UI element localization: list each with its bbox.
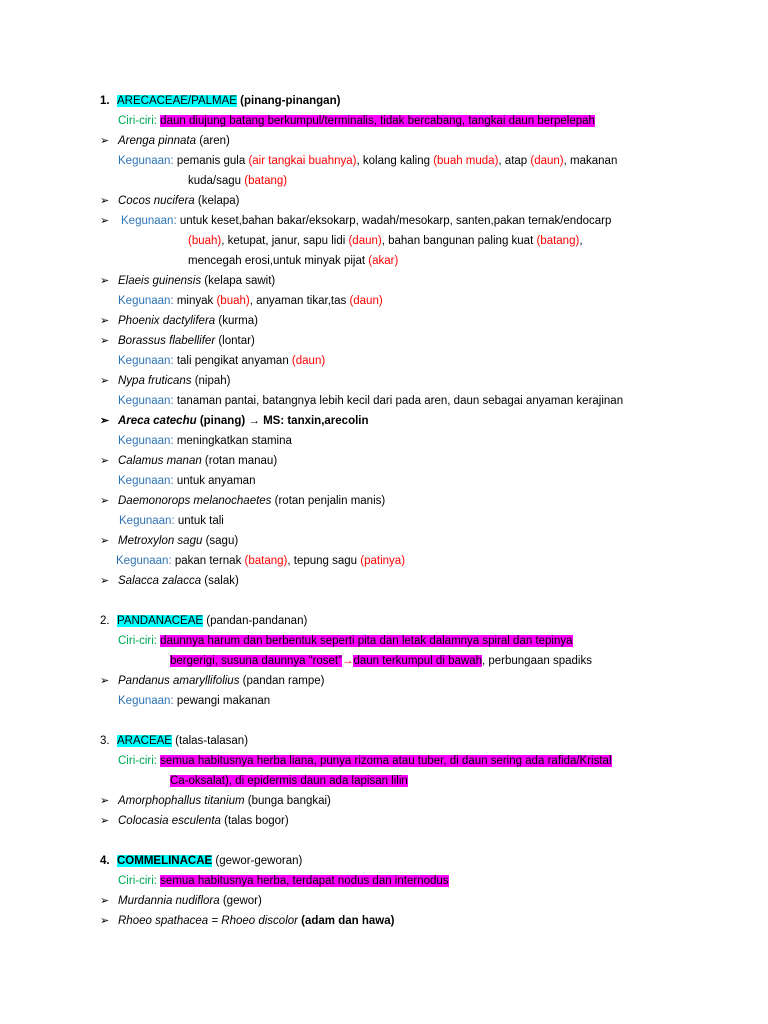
arrow-bullet-icon: ➢ xyxy=(100,215,110,227)
part-label: (daun) xyxy=(530,155,564,167)
kegunaan-text: , anyaman tikar,tas xyxy=(249,295,350,307)
family-name: COMMELINACAE xyxy=(117,855,213,867)
kegunaan-line xyxy=(118,693,270,709)
part-label: (air tangkai buahnya) xyxy=(248,155,357,167)
kegunaan-label: Kegunaan: xyxy=(118,295,174,307)
species-common: (nipah) xyxy=(191,375,231,387)
arrow-bullet-icon: ➢ xyxy=(100,335,110,347)
family-name: ARACEAE xyxy=(117,735,172,747)
species-common: (pandan rampe) xyxy=(239,675,325,687)
ciri-text: daun diujung batang berkumpul/terminalis, tidak bercabang, tangkai daun berpelepah xyxy=(160,115,595,127)
kegunaan-line xyxy=(116,553,405,569)
kegunaan-text: , bahan bangunan paling kuat xyxy=(381,235,537,247)
kegunaan-text: untuk tali xyxy=(174,515,224,527)
species-name: Areca catechu xyxy=(118,415,197,427)
section-2-characteristics xyxy=(118,633,573,649)
kegunaan-text: untuk keset,bahan bakar/eksokarp, wadah/mesokarp, santen,pakan ternak/endocarp xyxy=(176,215,612,227)
part-label: (batang) xyxy=(244,555,288,567)
part-label: (batang) xyxy=(244,175,288,187)
species-common: (kelapa) xyxy=(194,195,240,207)
kegunaan-text: kuda/sagu xyxy=(188,175,245,187)
kegunaan-text: pemanis gula xyxy=(173,155,249,167)
ciri-continuation xyxy=(170,773,408,789)
species-common: (adam dan hawa) xyxy=(297,915,395,927)
kegunaan-text: minyak xyxy=(173,295,217,307)
section-number: 1. xyxy=(100,95,110,107)
kegunaan-text: tali pengikat anyaman xyxy=(173,355,292,367)
kegunaan-label: Kegunaan: xyxy=(121,215,177,227)
ciri-text: semua habitusnya herba liana, punya rizoma atau tuber, di daun sering ada rafida/Kristal xyxy=(160,755,612,767)
arrow-bullet-icon: ➢ xyxy=(100,575,110,587)
arrow-bullet-icon: ➢ xyxy=(100,455,110,467)
part-label: (daun) xyxy=(348,235,382,247)
species-name: Phoenix dactylifera xyxy=(118,315,216,327)
species-name: Borassus flabellifer xyxy=(118,335,216,347)
part-label: (buah) xyxy=(188,235,222,247)
kegunaan-label: Kegunaan: xyxy=(118,155,174,167)
arrow-bullet-icon: ➢ xyxy=(100,675,110,687)
species-name: Daemonorops melanochaetes xyxy=(118,495,272,507)
species-name: Cocos nucifera xyxy=(118,195,195,207)
part-label: (patinya) xyxy=(360,555,406,567)
kegunaan-line xyxy=(119,513,224,529)
ciri-text: Ca-oksalat), di epidermis daun ada lapisan lilin xyxy=(170,775,408,787)
species-common: (kurma) xyxy=(215,315,258,327)
ciri-text: daunnya harum dan berbentuk seperti pita dan letak dalamnya spiral dan tepinya xyxy=(160,635,573,647)
species-name: Rhoeo spathacea = Rhoeo discolor xyxy=(118,915,298,927)
species-common: (talas bogor) xyxy=(220,815,289,827)
arrow-bullet-icon: ➢ xyxy=(100,275,110,287)
section-1-characteristics xyxy=(118,113,595,129)
kegunaan-line xyxy=(118,473,255,489)
kegunaan-text: , tepung sagu xyxy=(287,555,361,567)
part-label: (buah muda) xyxy=(433,155,499,167)
ciri-continuation xyxy=(170,653,592,669)
section-number: 2. xyxy=(100,615,110,627)
kegunaan-text: , xyxy=(579,235,583,247)
kegunaan-label: Kegunaan: xyxy=(118,435,174,447)
arrow-bullet-icon: ➢ xyxy=(100,535,110,547)
secondary-metabolite: MS: tanxin,arecolin xyxy=(259,415,369,427)
species-common: (sagu) xyxy=(202,535,239,547)
species-name: Elaeis guinensis xyxy=(118,275,202,287)
species-name: Metroxylon sagu xyxy=(118,535,203,547)
arrow-right-icon: → xyxy=(248,415,260,427)
kegunaan-label: Kegunaan: xyxy=(118,695,174,707)
kegunaan-line xyxy=(118,353,325,369)
family-common-name: (pandan-pandanan) xyxy=(206,615,308,627)
kegunaan-text: untuk anyaman xyxy=(173,475,256,487)
part-label: (batang) xyxy=(536,235,580,247)
ciri-label: Ciri-ciri: xyxy=(118,875,157,887)
arrow-bullet-icon: ➢ xyxy=(100,135,110,147)
kegunaan-text: , kolang kaling xyxy=(356,155,434,167)
species-name: Murdannia nudiflora xyxy=(118,895,220,907)
section-number: 3. xyxy=(100,735,110,747)
kegunaan-text: pakan ternak xyxy=(171,555,245,567)
ciri-text: , perbungaan spadiks xyxy=(481,655,592,667)
arrow-bullet-icon: ➢ xyxy=(100,815,110,827)
part-label: (buah) xyxy=(216,295,250,307)
arrow-bullet-icon: ➢ xyxy=(100,195,110,207)
ciri-text: bergerigi, susuna daunnya “roset” xyxy=(170,655,342,667)
ciri-text: semua habitusnya herba, terdapat nodus dan internodus xyxy=(160,875,449,887)
kegunaan-line xyxy=(118,433,292,449)
kegunaan-continuation xyxy=(188,253,398,269)
kegunaan-line xyxy=(118,393,623,409)
species-common: (salak) xyxy=(201,575,239,587)
ciri-text: daun terkumpul di bawah xyxy=(353,655,482,667)
kegunaan-label: Kegunaan: xyxy=(116,555,172,567)
kegunaan-label: Kegunaan: xyxy=(118,355,174,367)
species-common: (pinang) xyxy=(196,415,249,427)
species-common: (rotan penjalin manis) xyxy=(271,495,386,507)
arrow-bullet-icon: ➢ xyxy=(100,415,110,427)
species-name: Pandanus amaryllifolius xyxy=(118,675,240,687)
kegunaan-label: Kegunaan: xyxy=(118,395,174,407)
arrow-bullet-icon: ➢ xyxy=(100,895,110,907)
kegunaan-label: Kegunaan: xyxy=(119,515,175,527)
kegunaan-text: pewangi makanan xyxy=(173,695,271,707)
kegunaan-text: mencegah erosi,untuk minyak pijat xyxy=(188,255,369,267)
arrow-bullet-icon: ➢ xyxy=(100,495,110,507)
family-common-name: (gewor-geworan) xyxy=(215,855,303,867)
kegunaan-label: Kegunaan: xyxy=(118,475,174,487)
species-name: Arenga pinnata xyxy=(118,135,197,147)
kegunaan-line xyxy=(118,153,617,169)
section-3-characteristics xyxy=(118,753,612,769)
part-label: (daun) xyxy=(291,355,326,367)
kegunaan-line xyxy=(118,293,383,309)
kegunaan-text: meningkatkan stamina xyxy=(173,435,292,447)
part-label: (daun) xyxy=(349,295,383,307)
ciri-label: Ciri-ciri: xyxy=(118,755,157,767)
kegunaan-text: , ketupat, janur, sapu lidi xyxy=(221,235,349,247)
arrow-bullet-icon: ➢ xyxy=(100,915,110,927)
species-common: (gewor) xyxy=(219,895,262,907)
species-name: Colocasia esculenta xyxy=(118,815,221,827)
section-4-characteristics xyxy=(118,873,449,889)
kegunaan-text: , makanan xyxy=(563,155,618,167)
species-common: (rotan manau) xyxy=(201,455,278,467)
family-common-name: (pinang-pinangan) xyxy=(240,95,341,107)
kegunaan-text: tanaman pantai, batangnya lebih kecil dari pada aren, daun sebagai anyaman kerajinan xyxy=(173,395,624,407)
arrow-bullet-icon: ➢ xyxy=(100,315,110,327)
arrow-right-icon: → xyxy=(341,655,354,667)
kegunaan-continuation xyxy=(188,173,287,189)
kegunaan-text: , atap xyxy=(498,155,531,167)
species-common: (aren) xyxy=(196,135,230,147)
part-label: (akar) xyxy=(368,255,399,267)
arrow-bullet-icon: ➢ xyxy=(100,375,110,387)
species-name: Calamus manan xyxy=(118,455,202,467)
section-number: 4. xyxy=(100,855,110,867)
ciri-label: Ciri-ciri: xyxy=(118,115,157,127)
family-common-name: (talas-talasan) xyxy=(175,735,249,747)
arrow-bullet-icon: ➢ xyxy=(100,795,110,807)
kegunaan-continuation xyxy=(188,233,583,249)
family-name: ARECACEAE/PALMAE xyxy=(117,95,237,107)
species-name: Amorphophallus titanium xyxy=(118,795,245,807)
species-name: Nypa fruticans xyxy=(118,375,192,387)
species-common: (lontar) xyxy=(215,335,255,347)
family-name: PANDANACEAE xyxy=(117,615,204,627)
species-common: (bunga bangkai) xyxy=(244,795,331,807)
species-common: (kelapa sawit) xyxy=(201,275,276,287)
ciri-label: Ciri-ciri: xyxy=(118,635,157,647)
species-name: Salacca zalacca xyxy=(118,575,202,587)
